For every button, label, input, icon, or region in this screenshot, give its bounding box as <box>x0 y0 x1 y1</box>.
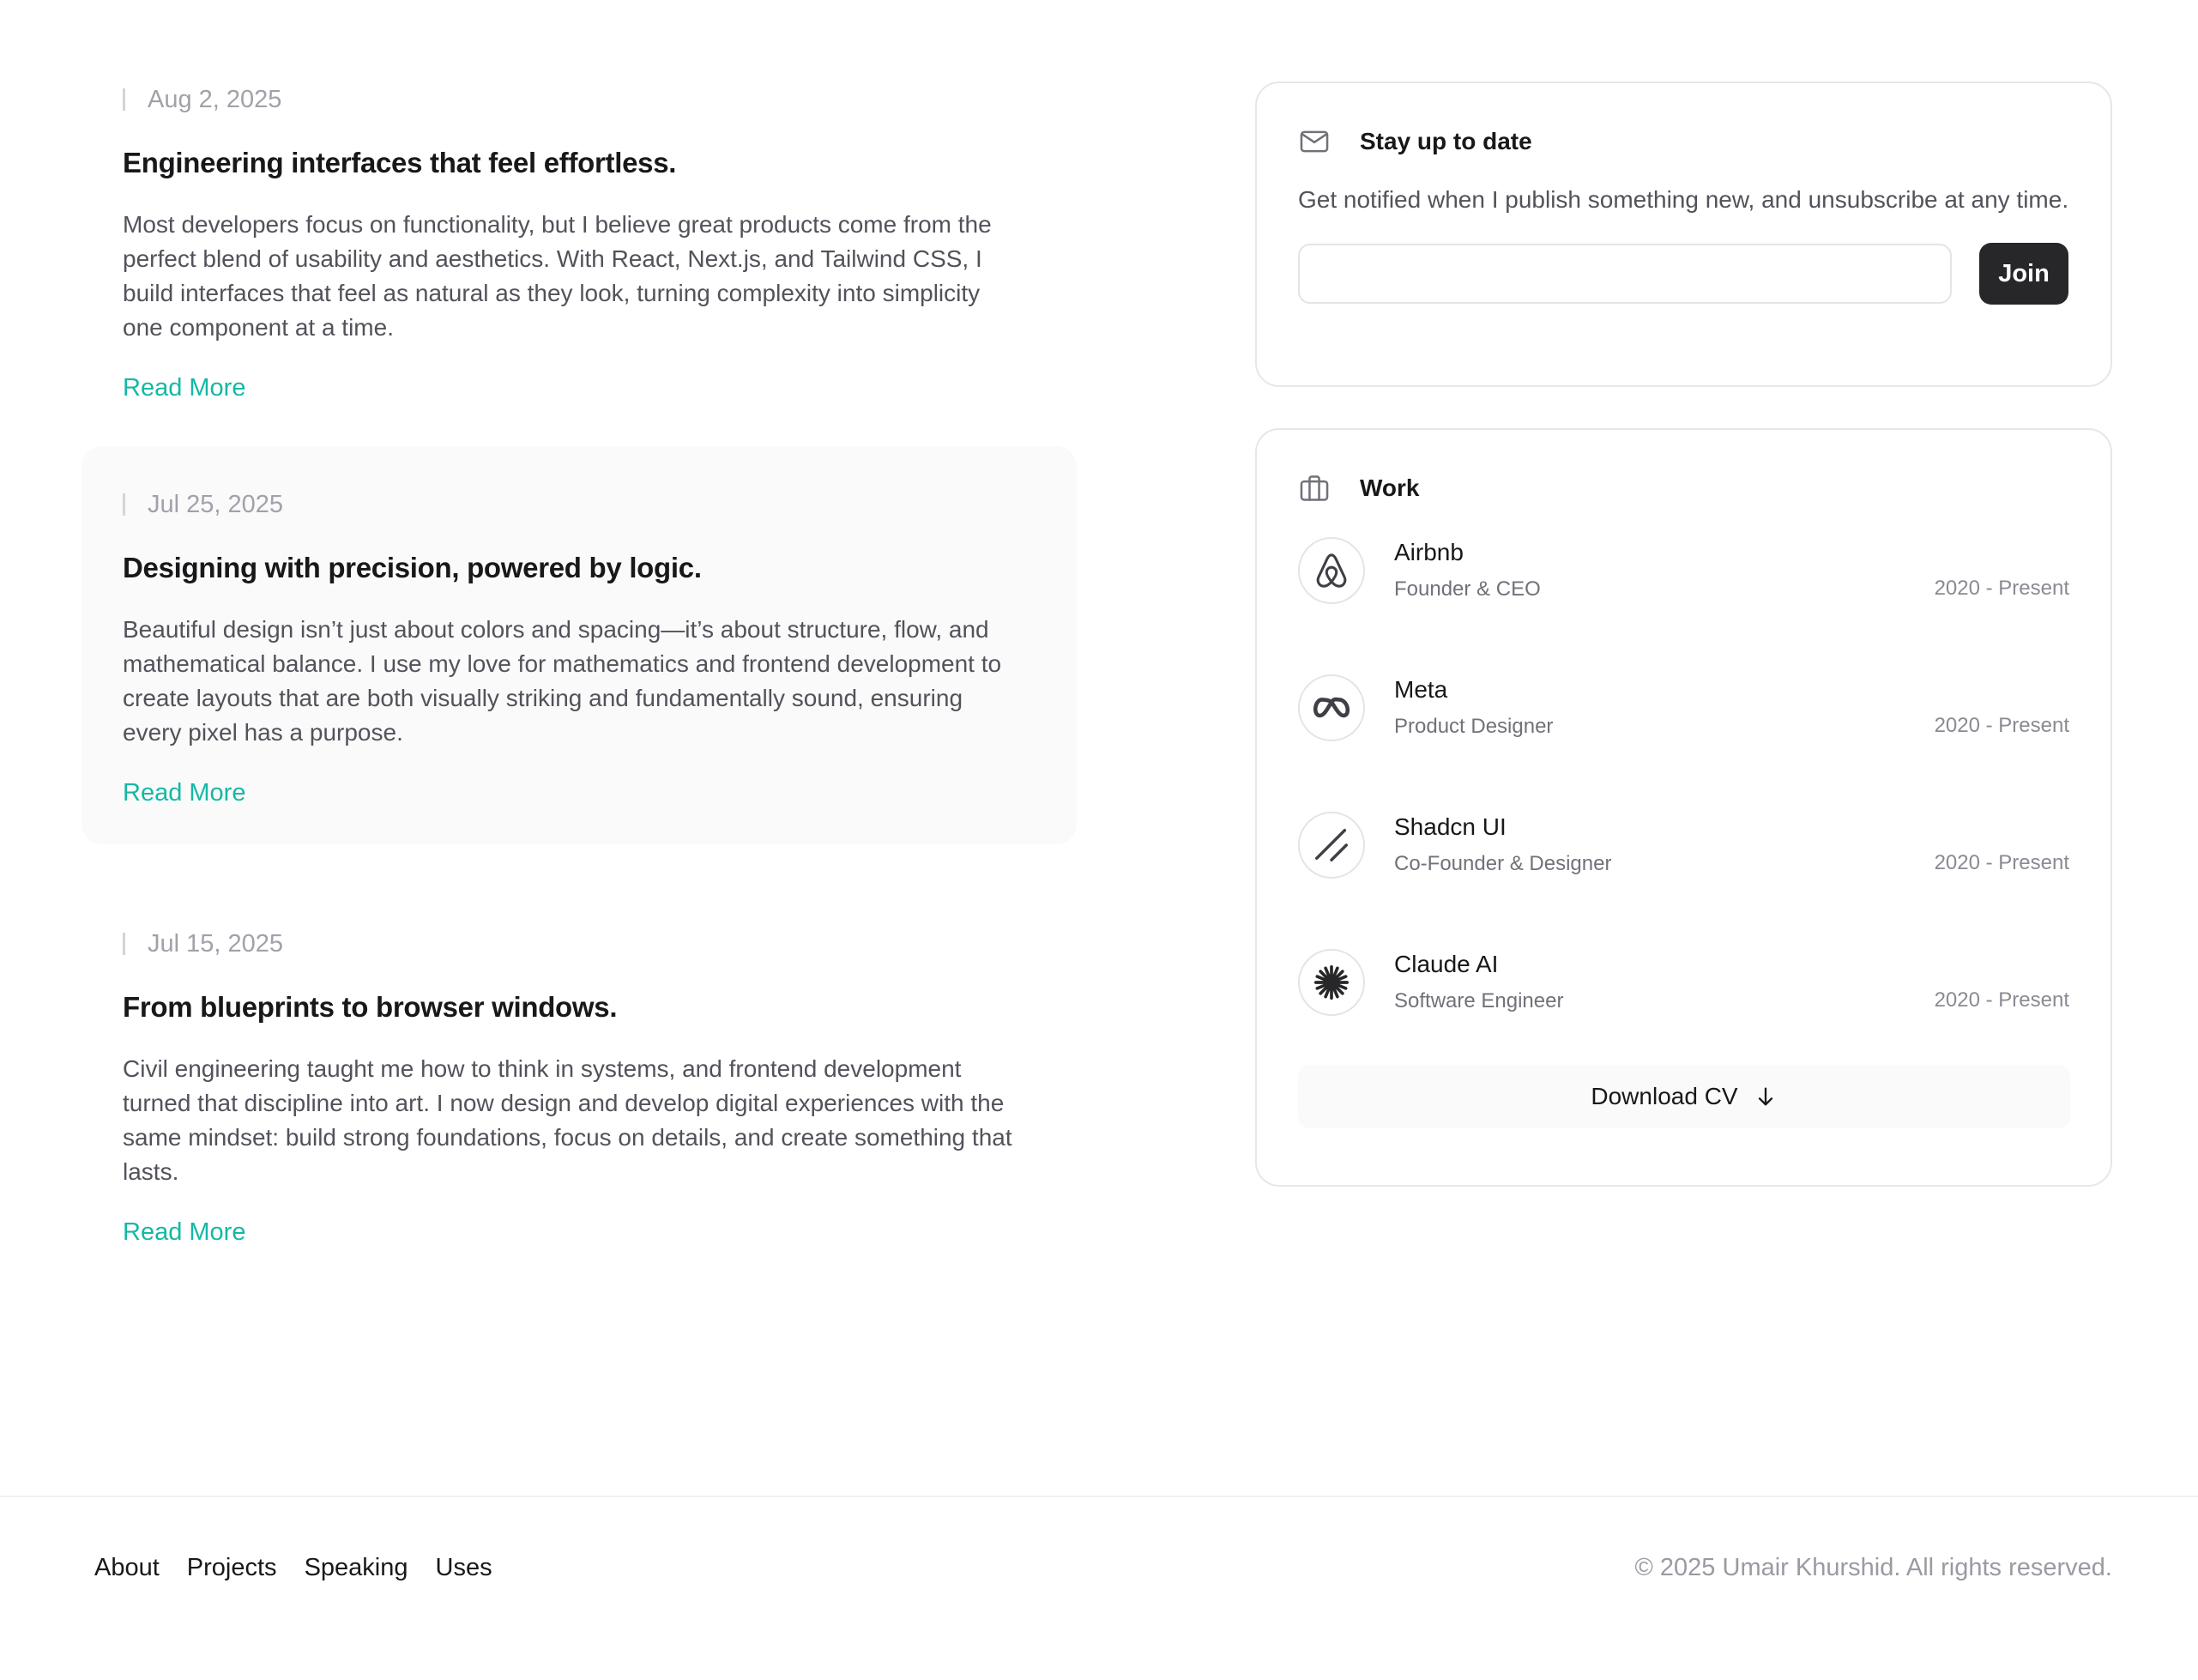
job-role: Software Engineer <box>1394 989 1564 1012</box>
work-period: 2020 - Present <box>1934 577 2069 600</box>
article-excerpt: Most developers focus on functionality, but I believe great products come from the perfect blend of usability and aesthetics. With React, Next.js, and Tailwind CSS, I build interfaces that feel as natural as they look, turning complexity into simplicity one component at a time. <box>123 211 992 341</box>
job-role: Co-Founder & Designer <box>1394 852 1612 875</box>
article-card <box>82 446 1077 844</box>
article-card <box>82 76 1077 405</box>
work-title: Work <box>1360 474 1420 501</box>
arrow-down-icon <box>1754 1085 1778 1109</box>
company-name: Meta <box>1394 676 1448 703</box>
footer <box>0 1496 2198 1680</box>
job-role: Founder & CEO <box>1394 577 1541 601</box>
airbnb-logo-icon <box>1312 551 1351 590</box>
download-cv-button[interactable] <box>1298 1065 2070 1128</box>
article-date: Jul 25, 2025 <box>148 490 284 518</box>
newsletter-title: Stay up to date <box>1360 128 1532 154</box>
company-logo <box>1298 537 1365 604</box>
article-excerpt: Civil engineering taught me how to think in systems, and frontend development turned that discipline into art. I now design and develop digital experiences with the same mindset: build strong foundations, focus on details, and create something that lasts. <box>123 1055 1012 1185</box>
download-cv-label: Download CV <box>1591 1083 1738 1109</box>
copyright-text: © 2025 Umair Khurshid. All rights reserved. <box>1634 1554 2112 1581</box>
article-list <box>82 76 1077 1249</box>
footer-link-uses[interactable]: Uses <box>435 1554 492 1581</box>
work-item <box>1298 674 2069 742</box>
article-date-row <box>123 76 1036 124</box>
work-item <box>1298 536 2069 605</box>
footer-nav <box>94 1550 520 1585</box>
article-date-row <box>123 920 1036 968</box>
newsletter-form <box>1298 243 2069 305</box>
work-period: 2020 - Present <box>1934 988 2069 1012</box>
read-more-link[interactable]: Read More <box>123 1218 246 1246</box>
read-more-link[interactable]: Read More <box>123 779 246 807</box>
meta-logo-icon <box>1312 688 1351 728</box>
date-divider <box>123 933 125 955</box>
mail-icon <box>1298 125 1331 158</box>
work-item <box>1298 948 2069 1017</box>
email-input[interactable] <box>1298 244 1952 304</box>
read-more-link[interactable]: Read More <box>123 374 246 402</box>
work-header <box>1298 471 2069 505</box>
article-title[interactable]: From blueprints to browser windows. <box>123 991 618 1023</box>
company-logo <box>1298 949 1365 1016</box>
work-period: 2020 - Present <box>1934 714 2069 737</box>
company-name: Shadcn UI <box>1394 813 1507 840</box>
footer-link-speaking[interactable]: Speaking <box>304 1554 408 1581</box>
company-logo <box>1298 812 1365 879</box>
footer-link-projects[interactable]: Projects <box>186 1554 277 1581</box>
work-period: 2020 - Present <box>1934 851 2069 874</box>
join-button[interactable]: Join <box>1979 243 2068 305</box>
shadcn-logo-icon <box>1312 825 1351 865</box>
work-card <box>1255 428 2112 1187</box>
article-excerpt: Beautiful design isn’t just about colors and spacing—it’s about structure, flow, and mathematical balance. I use my love for mathematics and frontend development to create layouts that are both visually striking and fundamentally sound, ensuring every pixel has a purpose. <box>123 616 1002 746</box>
date-divider <box>123 88 125 111</box>
job-role: Product Designer <box>1394 715 1554 738</box>
newsletter-description: Get notified when I publish something new, and unsubscribe at any time. <box>1298 186 2069 213</box>
newsletter-header <box>1298 124 2069 159</box>
article-date: Jul 15, 2025 <box>148 929 284 958</box>
date-divider <box>123 493 125 516</box>
company-name: Claude AI <box>1394 951 1499 977</box>
briefcase-icon <box>1298 472 1331 505</box>
footer-link-about[interactable]: About <box>94 1554 160 1581</box>
claude-logo-icon <box>1312 963 1351 1002</box>
article-title[interactable]: Engineering interfaces that feel effortless. <box>123 147 677 178</box>
article-card <box>82 885 1077 1249</box>
company-logo <box>1298 674 1365 741</box>
company-name: Airbnb <box>1394 539 1464 565</box>
article-date-row <box>123 480 1036 529</box>
work-list <box>1298 536 2069 1017</box>
article-title[interactable]: Designing with precision, powered by logic. <box>123 552 702 583</box>
work-item <box>1298 811 2069 879</box>
article-date: Aug 2, 2025 <box>148 85 282 113</box>
newsletter-card <box>1255 82 2112 387</box>
